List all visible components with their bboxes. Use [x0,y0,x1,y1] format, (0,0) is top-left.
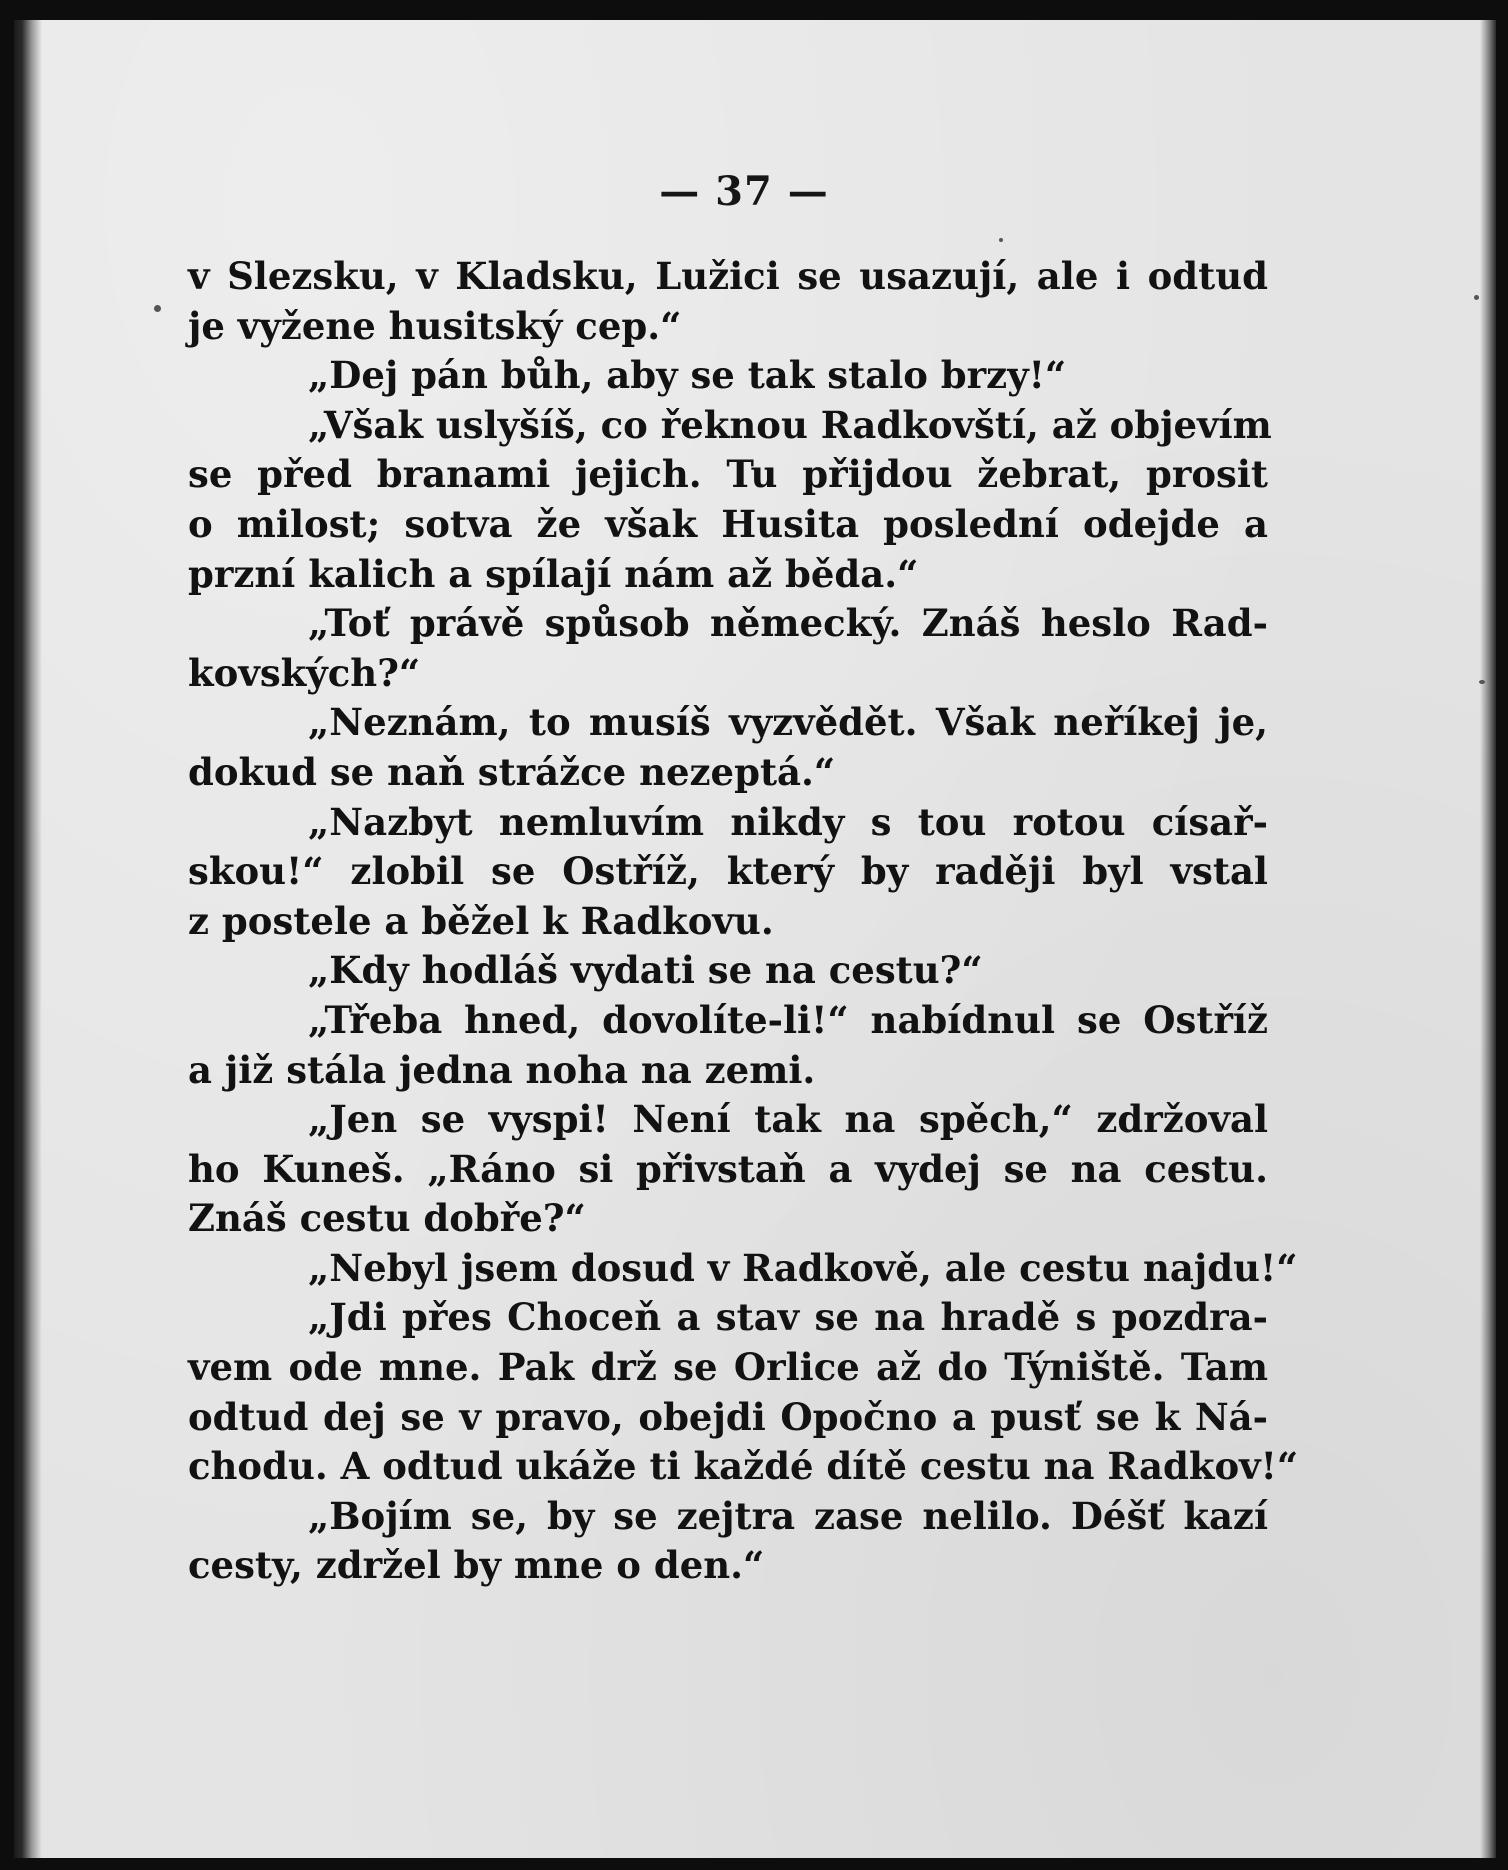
text-line: kovských?“ [188,650,421,695]
dust-speck [1474,295,1479,300]
text-line: a již stála jedna noha na zemi. [188,1047,816,1092]
text-line: „Toť právě spůsob německý. Znáš heslo Rad- [308,601,1268,646]
text-line: vem ode mne. Pak drž se Orlice až do Týniště. Tam [188,1345,1268,1390]
dust-speck [999,238,1003,242]
text-line: se před branami jejich. Tu přijdou žebrat, prosit [188,452,1268,497]
text-line: „Kdy hodláš vydati se na cestu?“ [308,948,983,993]
text-line: „Bojím se, by se zejtra zase nelilo. Déšť kazí [308,1493,1268,1538]
text-line: cesty, zdržel by mne o den.“ [188,1543,765,1588]
dust-speck [1479,680,1485,684]
text-line: przní kalich a spílají nám až běda.“ [188,551,919,596]
text-line: „Jen se vyspi! Není tak na spěch,“ zdržoval [308,1097,1268,1142]
body-text [188,252,1299,1591]
text-line: je vyžene husitský cep.“ [188,303,682,348]
text-line: dokud se naň strážce nezeptá.“ [188,749,836,794]
text-line: chodu. A odtud ukáže ti každé dítě cestu na Radkov!“ [188,1444,1299,1489]
text-line: skou!“ zlobil se Ostříž, který by raději byl vstal [188,849,1268,894]
text-line: v Slezsku, v Kladsku, Lužici se usazují, ale i odtud [188,254,1268,298]
page-right-edge-shadow [1480,20,1496,1858]
text-line: odtud dej se v pravo, obejdi Opočno a pusť se k Ná- [188,1394,1268,1439]
text-line: „Neznám, to musíš vyzvědět. Však neříkej je, [308,700,1268,745]
text-line: „Nazbyt nemluvím nikdy s tou rotou císař- [308,799,1268,844]
text-line: „Jdi přes Choceň a stav se na hradě s pozdra- [308,1295,1268,1340]
text-line: „Však uslyšíš, co řeknou Radkovští, až objevím [308,402,1272,447]
text-line: o milost; sotva že však Husita poslední odejde a [188,501,1268,546]
text-line: Znáš cestu dobře?“ [188,1196,586,1241]
page-number: — 37 — [659,168,829,215]
text-line: „Dej pán bůh, aby se tak stalo brzy!“ [308,353,1067,398]
text-line: „Nebyl jsem dosud v Radkově, ale cestu najdu!“ [308,1245,1298,1290]
text-line: ho Kuneš. „Ráno si přivstaň a vydej se na cestu. [188,1146,1268,1191]
page-left-edge-shadow [14,20,42,1858]
text-line: z postele a běžel k Radkovu. [188,898,774,943]
dust-speck [154,305,161,312]
text-line: „Třeba hned, dovolíte-li!“ nabídnul se Ostříž [308,997,1268,1042]
